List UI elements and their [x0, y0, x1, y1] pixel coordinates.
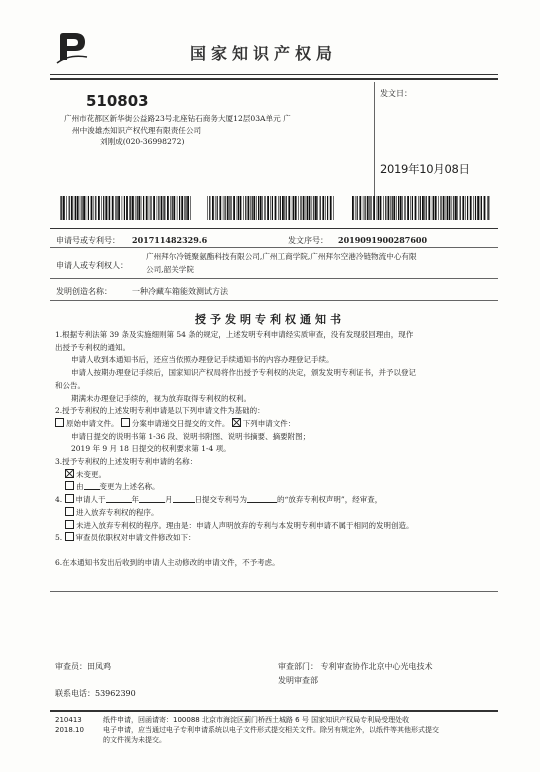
barcode-bar — [447, 196, 448, 220]
info-rule — [50, 247, 498, 248]
barcode-bar — [60, 196, 61, 220]
barcode-bar — [122, 196, 123, 220]
barcode-bar — [420, 196, 421, 220]
examiner-name: 审查员：田凤鸡 — [55, 662, 111, 671]
barcode-bar — [80, 196, 81, 220]
barcode-bar — [115, 196, 116, 220]
barcode-bar — [240, 196, 242, 220]
barcode-bar — [418, 196, 419, 220]
item-number: 4. — [55, 495, 63, 505]
send-date-value: 2019年10月08日 — [380, 162, 470, 176]
notice-paragraph-4 — [55, 507, 500, 520]
barcode-bar — [385, 196, 386, 220]
body-rule — [50, 591, 498, 592]
barcode-bar — [245, 196, 246, 220]
checkbox-label: 变更为上述名称。 — [99, 482, 160, 492]
waiver-text: 申请人于 — [75, 495, 106, 505]
barcode-bar — [74, 196, 75, 220]
waiver-text: 日提交专利号为 — [194, 495, 248, 505]
blank-field — [106, 494, 132, 503]
invention-title-label: 发明创造名称： — [56, 287, 112, 296]
info-rule — [50, 300, 498, 301]
barcode-bar — [153, 196, 155, 220]
barcode-bar — [94, 196, 95, 220]
barcode-bar — [132, 196, 134, 220]
header-rule-thick — [50, 78, 498, 80]
barcode-bar — [248, 196, 250, 220]
barcode-bar — [233, 196, 235, 220]
barcode-bar — [380, 196, 382, 220]
notice-paragraph-2 — [55, 418, 500, 431]
barcode-bar — [282, 196, 284, 220]
barcode-bar — [333, 196, 334, 220]
footer-electronic-note: 的文件视为未提交。 — [103, 736, 166, 744]
barcode-bar — [130, 196, 131, 220]
office-logo-icon — [55, 30, 89, 64]
barcode-bar — [143, 196, 144, 220]
barcode-bar — [357, 196, 358, 220]
notice-paragraph-1: 申请人收到本通知书后，还应当依照办理登记手续通知书的内容办理登记手续。 — [71, 355, 334, 365]
barcode-bar — [378, 196, 379, 220]
barcode-bar — [237, 196, 238, 220]
barcode-bar — [260, 196, 262, 220]
barcode-bar — [475, 196, 476, 220]
header-rule — [50, 74, 498, 75]
barcode-bar — [457, 196, 458, 220]
barcode-bar — [365, 196, 366, 220]
barcode-bar — [86, 196, 87, 220]
barcode-bar — [172, 196, 173, 220]
barcode-bar — [465, 196, 466, 220]
contact-person: 刘刚成(020-36998272) — [100, 137, 185, 146]
barcode-bar — [303, 196, 305, 220]
barcode-bar — [313, 196, 314, 220]
original-files-checkbox — [55, 418, 64, 427]
barcode-bar — [181, 196, 183, 220]
blank-field — [247, 494, 277, 503]
barcode-bar — [179, 196, 180, 220]
barcode-bar — [393, 196, 395, 220]
barcode-bar — [105, 196, 107, 220]
form-version: 2018.10 — [55, 726, 84, 734]
barcode-bar — [103, 196, 104, 220]
barcode-bar — [69, 196, 70, 220]
barcode-bar — [422, 196, 424, 220]
barcode-bar — [230, 196, 231, 220]
document-serial-label: 发文序号： — [288, 236, 328, 245]
barcode-bar — [118, 196, 120, 220]
info-rule — [50, 228, 498, 229]
barcode-bar — [327, 196, 328, 220]
barcode-bar — [467, 196, 468, 220]
barcode-bar — [190, 196, 191, 220]
barcode-bar — [424, 196, 425, 220]
barcode-bar — [75, 196, 76, 220]
barcode-bar — [270, 196, 271, 220]
barcode-bar — [443, 196, 445, 220]
barcode-bar — [91, 196, 93, 220]
barcode-bar — [480, 196, 481, 220]
notice-paragraph-2: 2.授予专利权的上述发明专利申请是以下列申请文件为基础的： — [55, 406, 265, 416]
barcode-bar — [435, 196, 437, 220]
invention-title-value: 一种冷藏车箱能效测试方法 — [132, 287, 228, 296]
barcode-bar — [167, 196, 169, 220]
barcode-bar — [320, 196, 321, 220]
notice-paragraph-1: 出授予专利权的通知。 — [55, 342, 130, 352]
barcode-bar — [312, 196, 313, 220]
footer-mailing-note: 纸件申请，回函请寄：100088 北京市海淀区蓟门桥西土城路 6 号 国家知识产权局专利局受理处收 — [103, 716, 410, 724]
barcode-bar — [149, 196, 150, 220]
checkbox-label: 由 — [76, 482, 84, 492]
barcode-bar — [307, 196, 308, 220]
barcode-bar — [415, 196, 417, 220]
notice-paragraph-2: 2019 年 9 月 18 日提交的权利要求第 1-4 项。 — [71, 444, 231, 454]
barcode-bar — [109, 196, 110, 220]
barcode-bar — [446, 196, 447, 220]
info-rule — [50, 278, 498, 279]
following-files-checkbox — [232, 418, 241, 427]
office-name: 国家知识产权局 — [190, 44, 338, 63]
barcode-bar — [295, 196, 297, 220]
barcode-bar — [275, 196, 277, 220]
waiver-checkbox — [65, 494, 74, 503]
barcode-bar — [243, 196, 244, 220]
checkbox-label: 分案申请递交日提交的文件。 — [131, 418, 230, 428]
barcode-bar — [370, 196, 371, 220]
barcode-bar — [392, 196, 393, 220]
barcode-bar — [250, 196, 251, 220]
barcode-bar — [77, 196, 79, 220]
barcode-bar — [306, 196, 307, 220]
barcode-bar — [460, 196, 461, 220]
barcode-bar — [390, 196, 391, 220]
barcode-bar — [377, 196, 378, 220]
address-line: 广州市花都区新华街公益路23号北座钻石商务大厦12层03A单元 广 — [64, 114, 291, 123]
barcode-bar — [256, 196, 257, 220]
waiver-text: 年 — [131, 495, 140, 505]
barcode-bar — [88, 196, 89, 220]
barcode-bar — [278, 196, 279, 220]
barcode-bar — [412, 196, 413, 220]
item-number: 5. — [55, 533, 63, 543]
barcode-bar — [284, 196, 285, 220]
barcode-bar — [262, 196, 263, 220]
barcode-bar — [440, 196, 441, 220]
barcode-bar — [116, 196, 117, 220]
checkbox-label: 未变更。 — [76, 469, 106, 479]
barcode-bar — [135, 196, 136, 220]
barcode-bar — [264, 196, 265, 220]
notice-paragraph-1: 1.根据专利法第 39 条及实施细则第 54 条的规定，上述发明专利申请经实质审查，没有发现驳回理由，现作 — [55, 330, 414, 339]
barcode-bar — [325, 196, 326, 220]
barcode-bar — [373, 196, 375, 220]
barcode-bar — [322, 196, 324, 220]
barcode-bar — [286, 196, 287, 220]
barcode-bar — [98, 196, 100, 220]
barcode-bar — [455, 196, 457, 220]
address-line: 州中浚雄杰知识产权代理有限责任公司 — [72, 125, 202, 135]
barcode-bar — [71, 196, 73, 220]
barcode-bar — [280, 196, 281, 220]
barcode-bar — [292, 196, 293, 220]
barcode-bar — [300, 196, 301, 220]
checkbox-label: 下列申请文件： — [242, 418, 296, 428]
barcode-bar — [223, 196, 224, 220]
notice-paragraph-3 — [55, 469, 500, 482]
barcode-bar — [170, 196, 171, 220]
barcode-bar — [428, 196, 430, 220]
barcode-bar — [161, 196, 163, 220]
barcode-bar — [141, 196, 142, 220]
barcode-bar — [404, 196, 405, 220]
footer — [55, 715, 500, 745]
barcode-bar — [150, 196, 151, 220]
footer-row — [55, 725, 500, 735]
notice-paragraph-5 — [55, 532, 500, 545]
barcode-bar — [81, 196, 82, 220]
barcode-bar — [352, 196, 354, 220]
barcode-bar — [138, 196, 140, 220]
checkbox-label: 进入放弃专利权的程序。 — [76, 507, 159, 517]
barcode-bar — [225, 196, 226, 220]
barcode-bar — [146, 196, 148, 220]
waiver-text: 月 — [165, 495, 173, 505]
barcode-bar — [396, 196, 397, 220]
barcode-bar — [388, 196, 390, 220]
barcode-bar — [184, 196, 185, 220]
applicant-label: 申请人或专利权人： — [56, 261, 128, 270]
notice-body — [55, 329, 500, 570]
title-changed-checkbox — [65, 481, 74, 490]
notice-paragraph-4 — [55, 520, 500, 533]
applicant-line: 广州拜尔冷链聚氨酯科技有限公司,广州工商学院,广州拜尔空港冷链物流中心有限 — [146, 252, 417, 261]
application-number-label: 申请号或专利号： — [56, 236, 120, 245]
notice-paragraph-1: 申请人按期办理登记手续后，国家知识产权局将作出授予专利权的决定，颁发发明专利证书，并予以登记 — [71, 368, 416, 378]
footer-electronic-note: 电子申请，应当通过电子专利申请系统以电子文件形式提交相关文件。除另有规定外，以纸件等其他形式提交 — [103, 726, 439, 734]
barcode-bar — [108, 196, 109, 220]
document-serial-value: 2019091900287600 — [338, 235, 428, 245]
barcode-bar — [95, 196, 96, 220]
blank-field — [84, 481, 100, 490]
barcode-bar — [481, 196, 482, 220]
application-number-value: 201711482329.6 — [132, 235, 208, 245]
footer-row — [55, 715, 500, 725]
barcode-bar — [330, 196, 332, 220]
barcode-bar — [267, 196, 269, 220]
barcode-bar — [473, 196, 474, 220]
barcode-bar — [309, 196, 311, 220]
barcode-bar — [83, 196, 85, 220]
barcode-bar — [212, 196, 214, 220]
barcode-bar — [452, 196, 453, 220]
barcode-bar — [129, 196, 130, 220]
blank-field — [173, 494, 195, 503]
examination-department: 审查部门： 专利审查协作北京中心光电技术 — [278, 662, 433, 671]
barcode-bar — [488, 196, 489, 220]
barcode-bar — [470, 196, 472, 220]
barcode-middle — [207, 196, 336, 220]
barcode-bar — [187, 196, 189, 220]
barcode-bar — [238, 196, 239, 220]
notice-title: 授予发明专利权通知书 — [195, 313, 345, 326]
postal-code: 510803 — [86, 92, 149, 110]
examination-department: 发明审查部 — [278, 676, 318, 685]
barcode-bar — [288, 196, 290, 220]
barcode-bar — [158, 196, 159, 220]
barcode-bar — [63, 196, 65, 220]
barcode-bar — [185, 196, 186, 220]
applicant-line: 公司,韶关学院 — [146, 264, 194, 274]
barcode-bar — [298, 196, 299, 220]
footer-rule — [50, 710, 498, 712]
barcode-bar — [315, 196, 317, 220]
barcode-bar — [217, 196, 218, 220]
barcode-bar — [462, 196, 464, 220]
barcode-bar — [252, 196, 253, 220]
barcode-bar — [355, 196, 356, 220]
waiver-text: 的“放弃专利权声明”，经审查， — [277, 495, 383, 505]
barcode-bar — [101, 196, 102, 220]
blank-field — [139, 494, 165, 503]
barcode-bar — [219, 196, 221, 220]
waiver-rejected-checkbox — [65, 520, 74, 529]
barcode-right — [352, 196, 491, 220]
barcode-bar — [453, 196, 454, 220]
barcode-bar — [369, 196, 370, 220]
barcode-bar — [229, 196, 230, 220]
barcode-bar — [433, 196, 434, 220]
checkbox-label: 审查员依职权对申请文件修改如下： — [75, 533, 196, 543]
contact-phone: 联系电话：53962390 — [55, 689, 136, 698]
title-unchanged-checkbox — [65, 469, 74, 478]
barcode-bar — [398, 196, 399, 220]
barcode-bar — [207, 196, 208, 220]
barcode-bar — [359, 196, 361, 220]
notice-paragraph-1: 期满未办理登记手续的，视为放弃取得专利权的权利。 — [71, 393, 251, 403]
barcode-bar — [449, 196, 451, 220]
barcode-bar — [438, 196, 439, 220]
recipient-address — [64, 113, 372, 148]
barcode-left — [60, 196, 193, 220]
divisional-files-checkbox — [121, 418, 130, 427]
checkbox-label: 未进入放弃专利权的程序。理由是：申请人声明放弃的专利与本发明专利申请不属于相同的发明创造。 — [76, 520, 414, 530]
send-date-label: 发文日： — [380, 89, 412, 98]
checkbox-label: 原始申请文件。 — [66, 418, 119, 428]
barcode-bar — [253, 196, 255, 220]
barcode-bar — [157, 196, 158, 220]
barcode-bar — [272, 196, 273, 220]
barcode-bar — [410, 196, 411, 220]
barcode-bar — [227, 196, 229, 220]
barcode-bar — [363, 196, 364, 220]
barcode-bar — [402, 196, 403, 220]
barcode-bar — [426, 196, 427, 220]
notice-paragraph-3 — [55, 481, 500, 494]
barcode-bar — [407, 196, 409, 220]
barcode-bar — [126, 196, 128, 220]
examiner-amendment-checkbox — [65, 532, 74, 541]
barcode-bar — [383, 196, 384, 220]
barcode-bar — [258, 196, 259, 220]
barcode-bar — [477, 196, 479, 220]
barcode-bar — [484, 196, 486, 220]
notice-paragraph-4 — [55, 494, 500, 507]
barcode-bar — [400, 196, 402, 220]
barcode-bar — [317, 196, 318, 220]
barcode-bar — [124, 196, 125, 220]
barcode-bar — [367, 196, 369, 220]
barcode-bar — [164, 196, 165, 220]
notice-paragraph-3: 3.授予专利权的上述发明专利申请的名称： — [55, 457, 198, 467]
barcode-bar — [215, 196, 216, 220]
barcode-bar — [163, 196, 164, 220]
barcode-bar — [137, 196, 138, 220]
notice-paragraph-1: 和公告。 — [55, 380, 85, 390]
barcode-bar — [173, 196, 175, 220]
barcode-bar — [487, 196, 488, 220]
notice-paragraph-6: 6.在本通知书发出后收到的申请人主动修改的申请文件，不予考虑。 — [55, 557, 280, 567]
form-code: 210413 — [55, 716, 82, 724]
notice-paragraph-2: 申请日提交的说明书第 1-36 段、说明书附图、说明书摘要、摘要附图； — [71, 431, 311, 441]
barcode-bar — [293, 196, 294, 220]
barcode-bar — [61, 196, 62, 220]
barcode-bar — [209, 196, 210, 220]
barcode-bar — [66, 196, 67, 220]
barcode-bar — [177, 196, 178, 220]
applicant-names — [146, 251, 417, 276]
waiver-accepted-checkbox — [65, 507, 74, 516]
barcode-bar — [432, 196, 433, 220]
barcode-bar — [112, 196, 114, 220]
